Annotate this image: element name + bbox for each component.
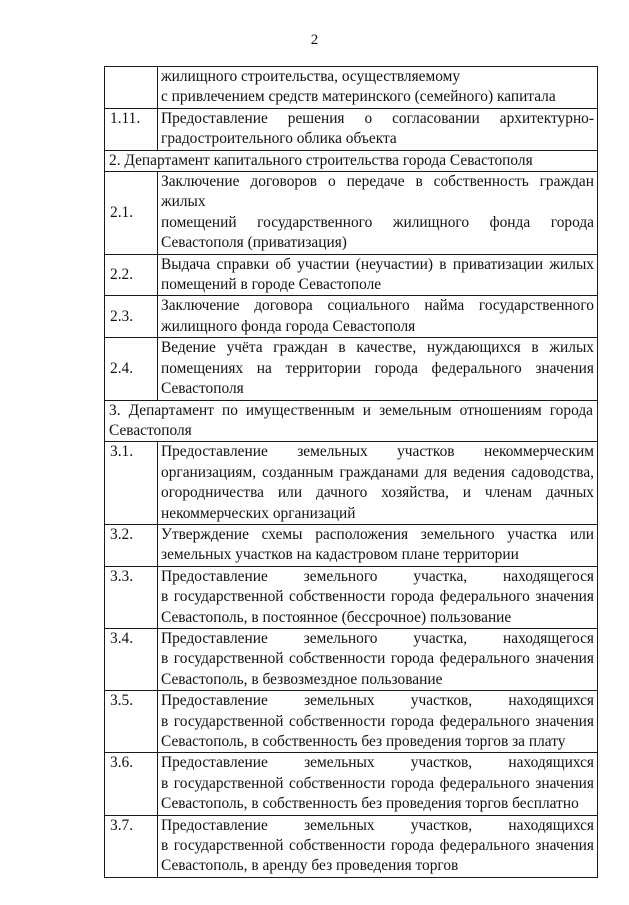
item-text-line: Севастополь, в собственность без проведения торгов бесплатно: [161, 795, 579, 813]
item-text-line: Выдача справки об участии (неучастии) в приватизации жилых: [161, 255, 594, 273]
table-row: [105, 753, 598, 815]
item-text-line: Предоставление земельных участков, находящихся: [161, 816, 594, 834]
item-text-line: Предоставление земельных участков, находящихся: [161, 692, 594, 710]
item-description: [158, 815, 598, 877]
item-text-line: Утверждение схемы расположения земельного участка или: [161, 525, 594, 543]
item-text-line: в государственной собственности города федерального значения: [161, 712, 594, 730]
table-row: [105, 442, 598, 525]
item-text-line: жилищного строительства, осуществляемому: [161, 68, 461, 85]
table-row: [105, 524, 598, 566]
item-text-line: Предоставление земельного участка, находящегося: [161, 629, 594, 647]
table-row: [105, 628, 598, 690]
item-description: [158, 442, 598, 525]
table-row: [105, 296, 598, 338]
section-row: [105, 400, 598, 442]
item-text-line: помещений в городе Севастополе: [161, 276, 382, 294]
table-row: [105, 67, 598, 109]
item-text-line: Севастополь, в аренду без проведения торгов: [161, 857, 459, 875]
item-number: 2.4.: [105, 338, 158, 400]
item-text-line: Заключение договоров о передаче в собственность граждан жилых: [161, 173, 594, 211]
item-description: [158, 691, 598, 753]
section-heading-line: Севастополя: [109, 421, 192, 439]
item-description: [158, 753, 598, 815]
services-table: [104, 66, 598, 878]
item-text-line: с привлечением средств материнского (семейного) капитала: [161, 88, 556, 106]
section-heading: [105, 400, 598, 442]
item-text-line: в государственной собственности города федерального значения: [161, 837, 594, 855]
item-description: [158, 67, 598, 109]
item-number: [105, 67, 158, 109]
item-text-line: помещений государственного жилищного фонда города: [161, 213, 594, 231]
item-text-line: Заключение договора социального найма государственного: [161, 297, 594, 315]
item-text-line: Предоставление земельных участков некоммерческим: [161, 443, 594, 461]
item-number: 3.6.: [105, 753, 158, 815]
section-heading-line: 3. Департамент по имущественным и земельным отношениям города: [109, 401, 593, 419]
item-text-line: Севастополь, в собственность без проведения торгов за плату: [161, 733, 566, 750]
item-number: 2.1.: [105, 172, 158, 255]
page-number: 2: [310, 32, 319, 48]
table-row: [105, 691, 598, 753]
item-text-line: организациям, созданным гражданами для ведения садоводства,: [161, 463, 594, 481]
section-row: [105, 150, 598, 171]
item-text-line: Севастополь, в безвозмездное пользование: [161, 670, 443, 688]
item-number: 3.5.: [105, 691, 158, 753]
item-description: [158, 296, 598, 338]
item-description: [158, 172, 598, 255]
item-text-line: градостроительного облика объекта: [161, 130, 397, 148]
item-description: [158, 338, 598, 400]
item-text-line: в государственной собственности города федерального значения: [161, 650, 594, 668]
item-text-line: жилищного фонда города Севастополя: [161, 317, 416, 335]
item-text-line: в государственной собственности города федерального значения: [161, 588, 594, 606]
table-row: [105, 172, 598, 255]
item-text-line: Севастополя: [161, 380, 244, 398]
item-number: 3.3.: [105, 566, 158, 628]
item-description: [158, 254, 598, 296]
item-description: [158, 524, 598, 566]
item-text-line: Севастополя (приватизация): [161, 234, 347, 252]
item-text-line: Предоставление земельных участков, находящихся: [161, 754, 594, 772]
item-text-line: Севастополь, в постоянное (бессрочное) пользование: [161, 608, 512, 626]
item-description: [158, 108, 598, 150]
item-number: 2.3.: [105, 296, 158, 338]
item-text-line: огородничества или дачного хозяйства, и членам дачных: [161, 484, 594, 502]
table-row: [105, 815, 598, 877]
table-row: [105, 338, 598, 400]
item-text-line: Предоставление решения о согласовании архитектурно-: [161, 109, 594, 127]
item-text-line: Предоставление земельного участка, находящегося: [161, 567, 594, 585]
item-number: 2.2.: [105, 254, 158, 296]
item-number: 3.2.: [105, 524, 158, 566]
section-heading: 2. Департамент капитального строительства города Севастополя: [105, 150, 598, 171]
table-row: [105, 254, 598, 296]
item-number: 1.11.: [105, 108, 158, 150]
item-description: [158, 566, 598, 628]
table-row: [105, 108, 598, 150]
item-text-line: Ведение учёта граждан в качестве, нуждающихся в жилых: [161, 339, 594, 357]
item-description: [158, 628, 598, 690]
item-text-line: некоммерческих организаций: [161, 504, 356, 522]
table-row: [105, 566, 598, 628]
item-text-line: земельных участков на кадастровом плане территории: [161, 546, 519, 564]
item-text-line: в государственной собственности города федерального значения: [161, 774, 594, 792]
item-number: 3.7.: [105, 815, 158, 877]
item-text-line: помещениях на территории города федерального значения: [161, 359, 594, 377]
item-number: 3.1.: [105, 442, 158, 525]
item-number: 3.4.: [105, 628, 158, 690]
